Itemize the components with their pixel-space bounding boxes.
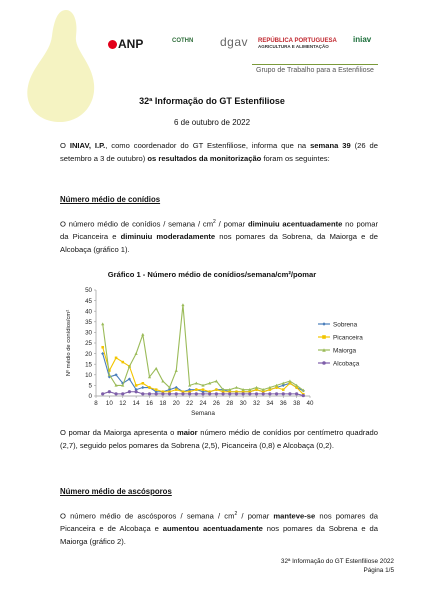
x-tick-label: 38 [293, 400, 301, 407]
data-point [195, 392, 198, 395]
anp-mark-icon [108, 40, 117, 49]
legend-label: Sobrena [333, 321, 358, 329]
data-point [228, 392, 231, 395]
group-name: Grupo de Trabalho para a Estenfiliose [256, 67, 374, 74]
data-point [295, 392, 298, 395]
data-point [275, 392, 278, 395]
data-point [101, 322, 104, 325]
data-point [101, 346, 104, 349]
legend-label: Maiorga [333, 347, 357, 355]
anp-logo: ANP [108, 38, 143, 60]
x-tick-label: 24 [199, 400, 207, 407]
iniav-logo: iniav [353, 35, 372, 44]
data-point [175, 392, 178, 395]
data-point [168, 392, 171, 395]
cothn-logo: COTHN [172, 38, 194, 44]
maiorga-paragraph: O pomar da Maiorga apresenta o maior número médio de conídios por centímetro quadrado (2,7), seguido pelos pomares da Sobrena (2,5), Picanceira (0,8) e Alcobaça (0,2). [60, 428, 378, 450]
data-point [121, 361, 124, 364]
x-tick-label: 10 [105, 400, 113, 407]
legend-marker [322, 322, 326, 326]
data-point [101, 392, 104, 395]
x-tick-label: 20 [172, 400, 180, 407]
x-tick-label: 34 [266, 400, 274, 407]
data-point [235, 392, 238, 395]
x-tick-label: 36 [279, 400, 287, 407]
x-tick-label: 40 [306, 400, 314, 407]
intro-paragraph: O INIAV, I.P., como coordenador do GT Estenfiliose, informa que na semana 39 (26 de setembro a 3 de outubro) os resultados da monitorização foram os seguintes: [60, 141, 378, 163]
partner-logos [108, 34, 388, 60]
dgav-logo: dgav [220, 35, 249, 49]
data-point [202, 388, 205, 391]
data-point [161, 392, 164, 395]
y-tick-label: 45 [85, 297, 92, 305]
y-tick-label: 5 [88, 382, 92, 390]
data-point [181, 392, 184, 395]
x-tick-label: 30 [239, 400, 247, 407]
chart-title: Gráfico 1 - Número médio de conídios/semana/cm²/pomar [107, 270, 317, 279]
data-point [175, 388, 178, 391]
data-point [135, 352, 138, 355]
legend-label: Alcobaça [333, 360, 360, 368]
x-tick-label: 28 [226, 400, 234, 407]
y-tick-label: 0 [88, 393, 92, 401]
x-tick-label: 32 [253, 400, 260, 407]
data-point [208, 392, 211, 395]
data-point [175, 369, 178, 372]
data-point [135, 390, 138, 393]
data-point [141, 386, 144, 389]
data-point [242, 392, 245, 395]
header-divider [252, 64, 378, 65]
data-point [114, 392, 117, 395]
x-axis-label: Semana [191, 410, 215, 417]
x-tick-label: 26 [212, 400, 220, 407]
data-point [188, 392, 191, 395]
x-tick-label: 18 [159, 400, 167, 407]
data-point [128, 390, 131, 393]
data-point [221, 392, 224, 395]
legend-label: Picanceira [333, 334, 363, 342]
legend-marker [322, 361, 326, 365]
data-point [215, 392, 218, 395]
data-point [135, 384, 138, 387]
y-axis-label: Nº médio de conídios/cm² [66, 309, 72, 377]
data-point [282, 388, 285, 391]
x-tick-label: 16 [146, 400, 153, 407]
data-point [181, 303, 184, 306]
conidios-line-chart [60, 284, 370, 424]
document-title: 32ª Informação do GT Estenfiliose [139, 96, 285, 106]
page-footer: 32ª Informação do GT Estenfiliose 2022 Página 1/5 [280, 558, 394, 574]
data-point [262, 392, 265, 395]
y-tick-label: 50 [85, 287, 92, 295]
y-tick-label: 40 [85, 308, 92, 316]
data-point [248, 392, 251, 395]
legend-marker [322, 335, 326, 339]
series-line-picanceira [103, 347, 304, 394]
y-tick-label: 25 [85, 340, 92, 348]
x-tick-label: 22 [186, 400, 194, 407]
x-tick-label: 8 [94, 400, 98, 407]
y-tick-label: 10 [85, 372, 92, 379]
data-point [148, 392, 151, 395]
data-point [108, 390, 111, 393]
data-point [142, 382, 145, 385]
document-date: 6 de outubro de 2022 [173, 118, 251, 127]
conidios-paragraph: O número médio de conídios / semana / $cm^2$ / pomar diminuiu acentuadamente no pomar da Picanceira e diminuiu moderadamente nos pomares da Sobrena, da Maiorga e de Alcobaça (gráfico 1). [60, 219, 379, 254]
y-tick-label: 30 [85, 329, 92, 337]
y-tick-label: 15 [85, 361, 92, 369]
x-tick-label: 12 [119, 400, 127, 407]
data-point [201, 392, 204, 395]
data-point [155, 367, 158, 370]
republica-logo: REPÚBLICA PORTUGUESA AGRICULTURA E ALIMENTAÇÃO [258, 38, 337, 49]
data-point [141, 333, 144, 336]
data-point [155, 392, 158, 395]
y-tick-label: 20 [85, 350, 92, 358]
data-point [155, 388, 158, 391]
data-point [115, 357, 118, 360]
data-point [255, 392, 258, 395]
data-point [268, 392, 271, 395]
data-point [195, 388, 198, 391]
data-point [121, 392, 124, 395]
data-point [282, 392, 285, 395]
data-point [215, 388, 218, 391]
y-tick-label: 35 [85, 319, 92, 326]
pear-logo-icon [14, 6, 114, 126]
data-point [302, 394, 305, 397]
data-point [288, 392, 291, 395]
ascosporos-paragraph: O número médio de ascósporos / semana / $cm^2$ / pomar manteve-se nos pomares da Picanceira e de Alcobaça e aumentou acentuadamente nos pomares da Sobrena e da Maiorga (gráfico 2). [60, 511, 378, 546]
section-heading-ascosporos: Número médio de ascósporos [60, 487, 172, 496]
section-heading-conidios: Número médio de conídios [60, 195, 161, 204]
data-point [148, 386, 151, 389]
data-point [141, 392, 144, 395]
x-tick-label: 14 [132, 400, 140, 407]
